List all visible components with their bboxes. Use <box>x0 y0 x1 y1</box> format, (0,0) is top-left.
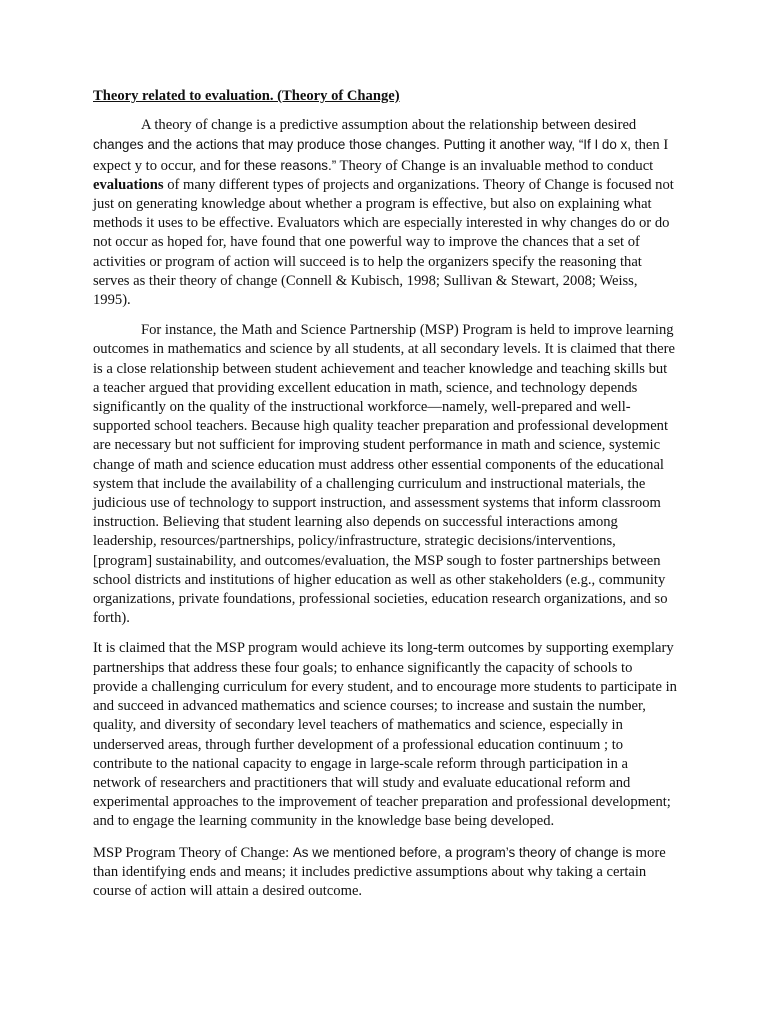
paragraph-text: A theory of change is a predictive assumption about the relationship between desired <box>141 117 637 134</box>
paragraph-msp-example: For instance, the Math and Science Partnership (MSP) Program is held to improve learning outcomes in mathematics and science by all students, at all secondary levels. It is claimed that there is a close relationship between student achievement and teacher knowledge and teaching skills but a teacher argued that providing excellent education in math, science, and technology depends significantly on the quality of the instructional workforce—namely, well-prepared and well-supported school teachers. Because high quality teacher preparation and professional development are necessary but not sufficient for improving student performance in math and science, systemic change of math and science education must address other essential components of the educational system that include the availability of a challenging curriculum and instructional materials, the judicious use of technology to support instruction, and assessment systems that inform classroom instruction. Believing that student learning also depends on successful interactions among leadership, resources/partnerships, policy/infrastructure, strategic decisions/interventions, [program] sustainability, and outcomes/evaluation, the MSP sough to foster partnerships between school districts and institutions of higher education as well as other stakeholders (e.g., community organizations, private foundations, professional societies, education research organizations, and so forth). <box>93 322 675 627</box>
document-body <box>93 87 677 912</box>
paragraph-text-sans: for these reasons.” <box>224 157 337 173</box>
paragraph-text-sans: changes and the actions that may produce those changes. Putting it another way, “If I do x, <box>93 137 631 153</box>
paragraph-theory-of-change <box>93 116 677 310</box>
paragraph-text: of many different types of projects and organizations. Theory of Change is focused not just on generating knowledge about whether a program is effective, but also on explaining what methods it uses to be effective. Evaluators which are especially interested in why changes do or do not occur as hoped for, have found that one powerful way to improve the chances that a set of activities or program of action will succeed is to help the organizers specify the reasoning that serves as their theory of change (Connell & Kubisch, 1998; Sullivan & Stewart, 2008; Weiss, 1995). <box>93 176 674 309</box>
paragraph-msp-theory <box>93 843 677 902</box>
paragraph-text: more than identifying ends and means; it includes predictive assumptions about why taking a certain course of action will attain a desired outcome. <box>93 844 666 899</box>
paragraph-text: then I expect y to occur, and <box>93 137 669 174</box>
paragraph-msp-goals: It is claimed that the MSP program would achieve its long-term outcomes by supporting exemplary partnerships that address these four goals; to enhance significantly the capacity of schools to provide a challenging curriculum for every student, and to encourage more students to participate in and succeed in advanced mathematics and science courses; to increase and sustain the number, quality, and diversity of secondary level teachers of mathematics and science, especially in underserved areas, through further development of a professional education continuum ; to contribute to the national capacity to engage in large-scale reform through participation in a network of researchers and practitioners that will study and evaluate educational reform and experimental approaches to the improvement of teacher preparation and professional development; and to engage the learning community in the knowledge base being developed. <box>93 640 677 830</box>
bold-term-evaluations: evaluations <box>93 176 164 193</box>
paragraph-text: MSP Program Theory of Change: <box>93 844 293 861</box>
paragraph-text: Theory of Change is an invaluable method to conduct <box>336 157 654 174</box>
section-heading: Theory related to evaluation. (Theory of Change) <box>93 88 400 104</box>
paragraph-text-sans: As we mentioned before, a program’s theory of change is <box>292 844 633 860</box>
